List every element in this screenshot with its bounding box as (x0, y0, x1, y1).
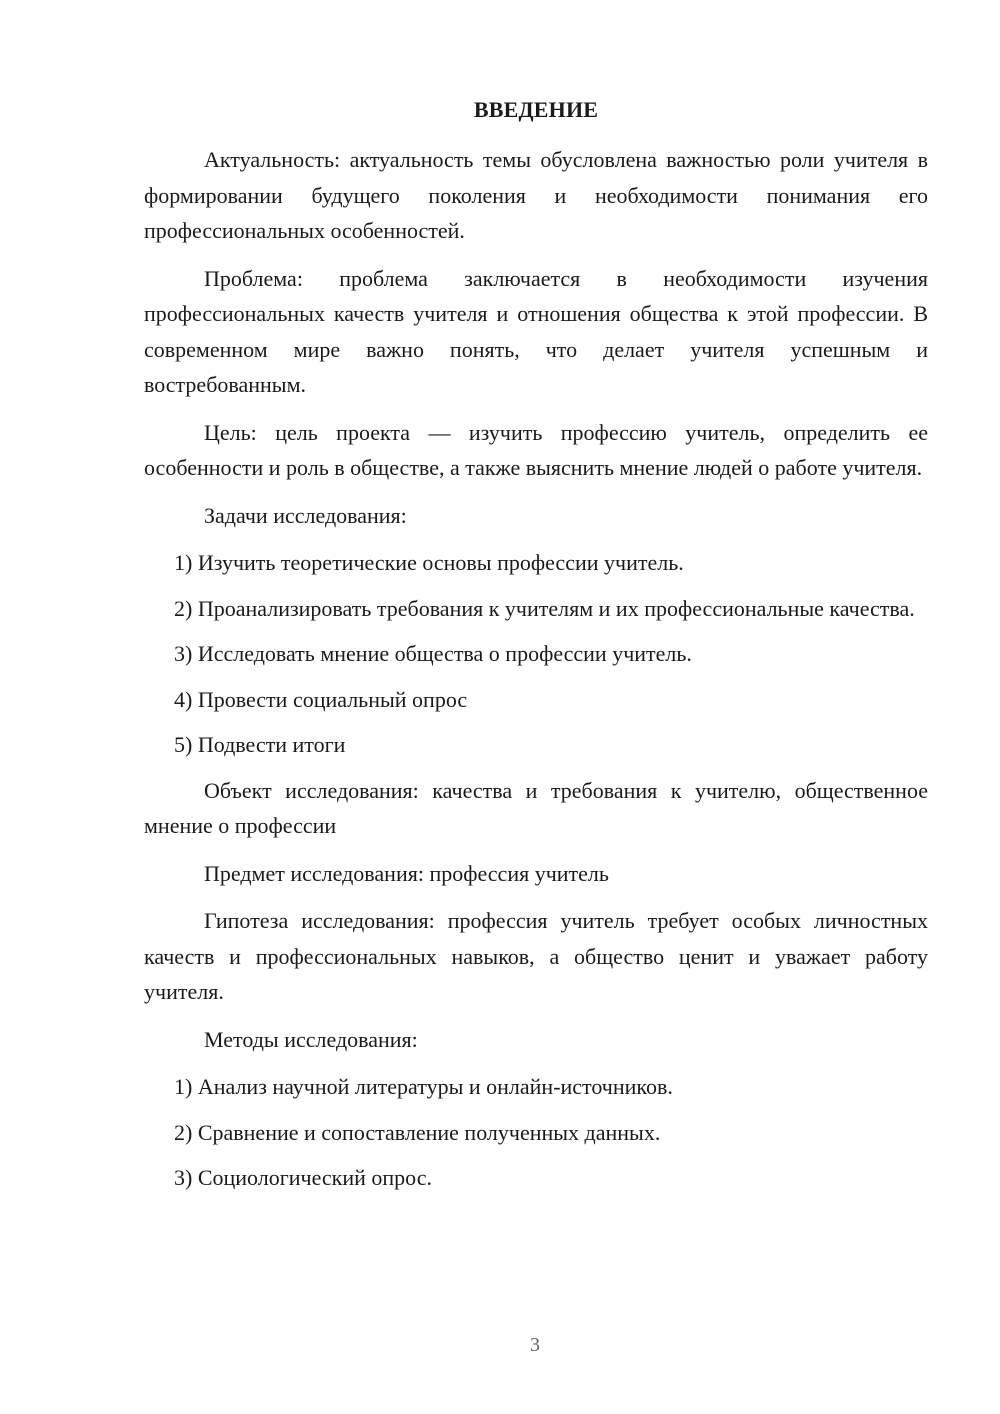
section-title: ВВЕДЕНИЕ (473, 97, 599, 122)
task-item: 5) Подвести итоги (174, 732, 346, 757)
document-page (144, 92, 928, 1206)
task-item: 2) Проанализировать требования к учителям и их профессиональные качества. (174, 595, 915, 621)
goal-paragraph: Цель: цель проекта — изучить профессию учитель, определить ее особенности и роль в обществе, а также выяснить мнение людей о работе учителя. (144, 419, 928, 480)
method-item: 2) Сравнение и сопоставление полученных данных. (174, 1119, 661, 1145)
method-item: 1) Анализ научной литературы и онлайн-источников. (174, 1074, 673, 1099)
task-item: 4) Провести социальный опрос (174, 686, 468, 712)
tasks-heading: Задачи исследования: (204, 502, 407, 528)
object-paragraph: Объект исследования: качества и требования к учителю, общественное мнение о профессии (144, 777, 928, 838)
problem-paragraph: Проблема: проблема заключается в необходимости изучения профессиональных качеств учителя и отношения общества к этой профессии. В современном мире важно понять, что делает учителя успешным и востребованным. (144, 265, 928, 397)
task-item: 1) Изучить теоретические основы профессии учитель. (174, 550, 684, 575)
subject-paragraph: Предмет исследования: профессия учитель (204, 860, 609, 886)
relevance-paragraph: Актуальность: актуальность темы обусловлена важностью роли учителя в формировании будущего поколения и необходимости понимания его профессиональных особенностей. (144, 147, 928, 243)
methods-heading: Методы исследования: (204, 1026, 418, 1052)
page-number: 3 (530, 1334, 540, 1356)
task-item: 3) Исследовать мнение общества о профессии учитель. (174, 641, 692, 666)
method-item: 3) Социологический опрос. (174, 1165, 432, 1190)
hypothesis-paragraph: Гипотеза исследования: профессия учитель требует особых личностных качеств и профессиональных навыков, а общество ценит и уважает работу учителя. (144, 908, 928, 1004)
